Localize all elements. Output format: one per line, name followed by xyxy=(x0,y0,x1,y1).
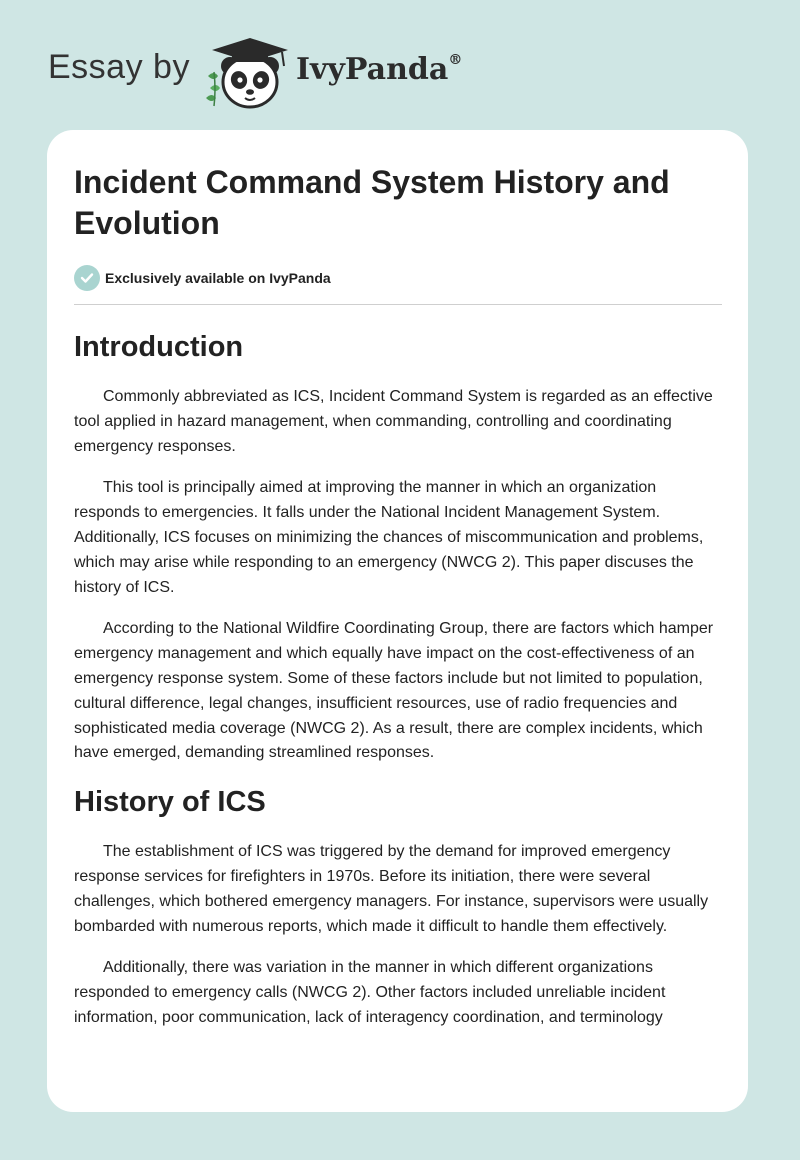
paragraph: According to the National Wildfire Coordinating Group, there are factors which hamper emergency management and which equally have impact on the cost-effectiveness of an emergency response system. Some of these factors include but not limited to population, cultural difference, legal changes, insufficient resources, use of radio frequencies and sophisticated media coverage (NWCG 2). As a result, there are complex incidents, which have emerged, demanding streamlined responses. xyxy=(74,620,714,762)
panda-logo-icon[interactable] xyxy=(200,36,292,110)
article-card xyxy=(47,130,748,1112)
section-heading-history: History of ICS xyxy=(74,786,266,819)
registered-mark: ® xyxy=(448,52,463,68)
exclusive-badge-text: Exclusively available on IvyPanda xyxy=(105,270,331,286)
exclusive-badge xyxy=(74,264,722,292)
article-content xyxy=(74,162,722,1031)
brand-name: IvyPanda xyxy=(296,52,449,87)
page-title: Incident Command System History and Evolution xyxy=(74,164,670,241)
paragraph: The establishment of ICS was triggered by the demand for improved emergency response services for firefighters in 1970s. Before its initiation, there were several challenges, which bothered emergency managers. For instance, supervisors were usually bombarded with numerous reports, which made it difficult to handle them effectively. xyxy=(74,843,709,935)
site-header xyxy=(0,0,800,120)
section-heading-introduction: Introduction xyxy=(74,331,244,363)
checkmark-icon xyxy=(74,265,100,291)
paragraph: This tool is principally aimed at improving the manner in which an organization responds to emergencies. It falls under the National Incident Management System. Additionally, ICS focuses on minimizing the chances of miscommunication and problems, which may arise while responding to an emergency (NWCG 2). This paper discuses the history of ICS. xyxy=(74,479,704,596)
divider xyxy=(74,304,722,305)
essay-by-label: Essay by xyxy=(48,48,190,86)
ivypanda-logo-text[interactable] xyxy=(296,52,462,87)
paragraph: Commonly abbreviated as ICS, Incident Command System is regarded as an effective tool applied in hazard management, when commanding, controlling and coordinating emergency responses. xyxy=(74,388,713,455)
paragraph: Additionally, there was variation in the manner in which different organizations responded to emergency calls (NWCG 2). Other factors included unreliable incident information, poor communication, lack of interagency coordination, and terminology xyxy=(74,959,666,1026)
